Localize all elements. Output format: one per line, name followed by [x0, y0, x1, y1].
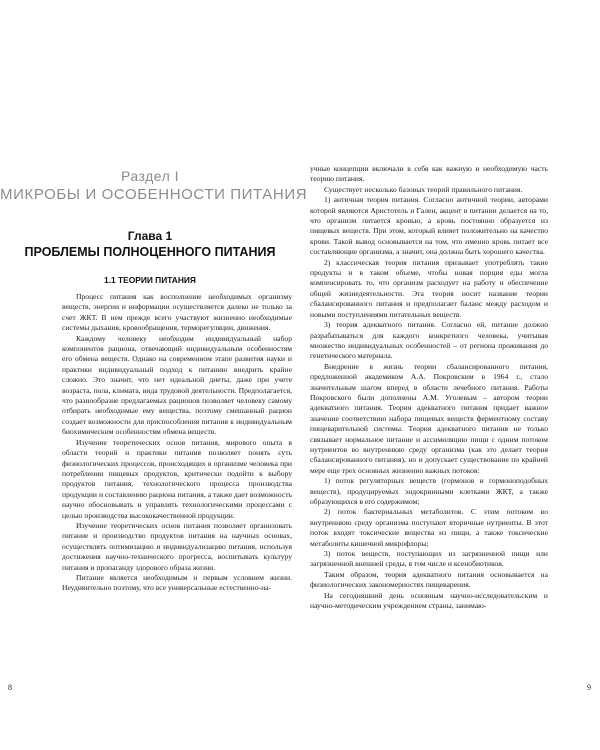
- paragraph: 2) классическая теория питания призывает употреблять такие продукты и в таком объеме, чтобы новая порция еды могла компенсировать то, что организм расходует на работу и обеспечение общей жизнедеятельности. Эта теория носит название теории сбалансированного питания и предполагает баланс между расходом и новыми поступлениями питательных веществ.: [310, 257, 548, 319]
- paragraph: Каждому человеку необходим индивидуальный набор компонентов рациона, отвечающий индивидуальным особенностям его обмена веществ. Однако на современном этапе развития науки и практики индивидуальный подход к питанию внедрить крайне сложно. Это значит, что нет идеальной диеты, даже при учете возраста, пола, климата, вида трудовой деятельности. Предполагается, что разнообразие предлагаемых рационов позволяет человеку самому отбирать необходимые ему вещества, поэтому смешанный рацион создает возможности для приспособления питания к индивидуальным биохимическим особенностям обмена веществ.: [62, 333, 292, 437]
- paragraph: Изучение теоретических основ питания, мирового опыта в области теорий и практики питания позволяет понять суть физиологических процессов, происходящих в организме человека при потреблении пищевых продуктов, критически подойти к выбору продуктов питания, технологического процесса производства продукции и составлению рациона питания, а также дает возможность научно обосновывать и управлять технологическими процессами с целью производства высококачественной продукции.: [62, 437, 292, 520]
- paragraph: 3) поток веществ, поступающих из загрязненной пищи или загрязненной внешней среды, в том числе и ксенобиотиков.: [310, 549, 548, 569]
- paragraph: 1) поток регуляторных веществ (гормонов и гормоноподобных веществ), продуцируемых эндокринными клетками ЖКТ, а также образующихся в его содержимом;: [310, 476, 548, 506]
- paragraph: Изучение теоретических основ питания позволяет организовать питание и производство продуктов питания на научных основах, осуществлять оптимизацию и индивидуализацию питания, используя достижения научно-технического прогресса, воспитывать культуру питания и пропаганду здорового образа жизни.: [62, 520, 292, 572]
- paragraph: 3) теория адекватного питания. Согласно ей, питание должно разрабатываться для каждого конкретного человека, учитывая множество индивидуальных особенностей – от региона проживания до генетического материала.: [310, 320, 548, 361]
- page-number: 9: [587, 683, 591, 692]
- paragraph: Процесс питания как восполнение необходимых организму веществ, энергии и информации осуществляется далеко не только за счет ЖКТ. В нем прежде всего участвуют жизненно необходимые системы дыхания, кровообращения, терморегуляции, движения.: [62, 292, 292, 333]
- left-page-body: [62, 292, 292, 594]
- paragraph: Таким образом, теория адекватного питания основывается на физиологических закономерностях пищеварения.: [310, 569, 548, 590]
- right-page-body: [310, 164, 548, 611]
- paragraph: 2) поток бактериальных метаболитов. С этим потоком во внутреннюю среду организма поступают вторичные нутриенты. В этот поток входят токсические вещества из пищи, а также токсические метаболиты кишечной микрофлоры;: [310, 507, 548, 548]
- paragraph: Существует несколько базовых теорий правильного питания.: [324, 184, 523, 194]
- section-title: МИКРОБЫ И ОСОБЕННОСТИ ПИТАНИЯ: [0, 186, 308, 203]
- chapter-label: Глава 1: [127, 229, 173, 243]
- paragraph: На сегодняшний день основным научно-исследовательским и научно-методическим учреждением страны, занимаю-: [310, 590, 548, 611]
- paragraph: Питание является необходимым и первым условием жизни. Неудивительно поэтому, что все универсальные естественно-на-: [62, 572, 292, 593]
- right-page: [300, 0, 600, 750]
- subsection-title: 1.1 ТЕОРИИ ПИТАНИЯ: [104, 275, 196, 285]
- section-label: Раздел I: [120, 168, 180, 184]
- chapter-title: ПРОБЛЕМЫ ПОЛНОЦЕННОГО ПИТАНИЯ: [24, 245, 276, 259]
- paragraph: учные концепции включали в себя как важную и необходимую часть теорию питания.: [310, 164, 548, 184]
- paragraph: Внедрение в жизнь теории сбалансированного питания, предложенной академиком А.А. Покровским в 1964 г., стало значительным шагом вперед в области лечебного питания. Работы Покровского были дополнены А.М. Уголевым – автором теории адекватного питания. Теория адекватного питания придает важное значение соответствию набора пищевых веществ ферментному составу пищеварительной системы. Теория адекватного питания не только связывает нормальное питание и ассимиляцию пищи с одним потоком нутриентов во внутреннюю среду организма (как это делает теория сбалансированного питания), но и допускает существование по крайней мере еще трех основных жизненно важных потоков:: [310, 361, 548, 475]
- paragraph: 1) античная теория питания. Согласно античной теории, авторами которой являются Аристотель и Гален, акцент в питании делается на то, что организм питается кровью, а кровь постоянно образуется из пищевых веществ. При этом, который влияет положительно на качество крови. Такой вывод основывается на том, что именно кровь питает все составляющие организма, а значит, она должна быть хорошего качества.: [310, 195, 548, 257]
- page-number: 8: [8, 683, 12, 692]
